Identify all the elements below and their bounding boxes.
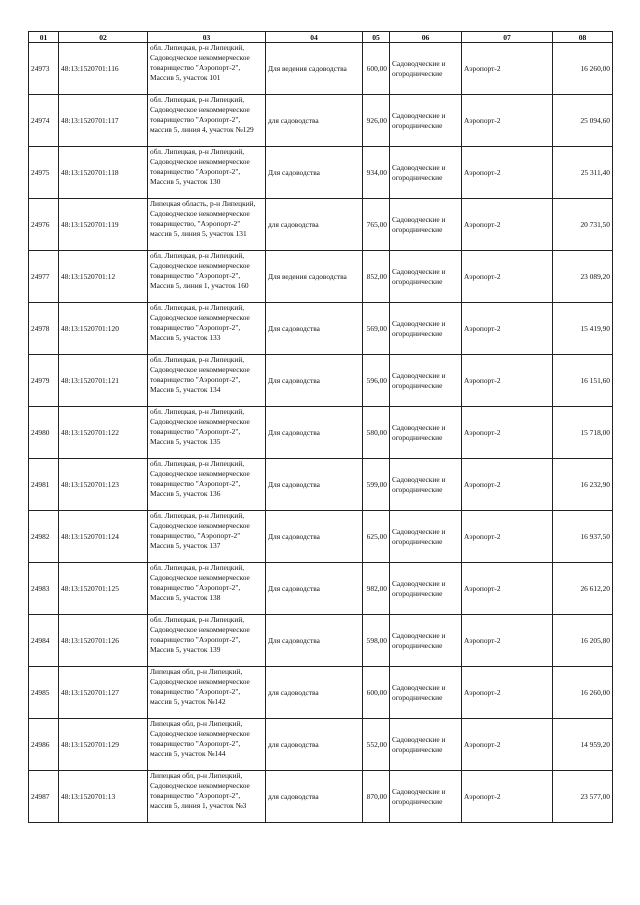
address-text: обл. Липецкая, р-н Липецкий, Садоводческое некоммерческое товарищество "Аэропорт-2", Массив 5, участок 138: [150, 563, 250, 602]
land-category-cell: Садоводческие и огороднические: [390, 615, 462, 667]
table-row: [29, 615, 613, 667]
record-number-cell: 24979: [29, 355, 59, 407]
land-category-cell: Садоводческие и огороднические: [390, 95, 462, 147]
address-text: обл. Липецкая, р-н Липецкий, Садоводческое некоммерческое товарищество "Аэропорт-2", Массив 5, участок 133: [150, 303, 250, 342]
land-plots-table: [28, 31, 613, 823]
area-cell: 580,00: [363, 407, 390, 459]
permitted-use-cell: для садоводства: [266, 771, 363, 823]
cadastral-number-cell: 48:13:1520701:129: [59, 719, 148, 771]
land-category-cell: Садоводческие и огороднические: [390, 303, 462, 355]
cadastral-number-cell: 48:13:1520701:126: [59, 615, 148, 667]
registry-sheet: [28, 31, 612, 823]
area-cell: 552,00: [363, 719, 390, 771]
cadastral-value-cell: 16 260,00: [553, 667, 613, 719]
area-cell: 600,00: [363, 667, 390, 719]
cadastral-number-cell: 48:13:1520701:120: [59, 303, 148, 355]
address-text: Липецкая область, р-н Липецкий, Садоводческое некоммерческое товарищество, "Аэропорт-2" массив 5, линия 5, участок 131: [150, 199, 256, 238]
record-number-cell: 24984: [29, 615, 59, 667]
land-category-cell: Садоводческие и огороднические: [390, 43, 462, 95]
area-cell: 600,00: [363, 43, 390, 95]
column-header: 01: [29, 32, 59, 43]
cadastral-value-cell: 14 959,20: [553, 719, 613, 771]
permitted-use-cell: Для садоводства: [266, 147, 363, 199]
permitted-use-cell: Для ведения садоводства: [266, 43, 363, 95]
record-number-cell: 24987: [29, 771, 59, 823]
table-row: [29, 303, 613, 355]
column-header: 06: [390, 32, 462, 43]
column-header: 07: [462, 32, 553, 43]
zone-cell: Аэропорт-2: [462, 407, 553, 459]
address-cell: [148, 355, 266, 407]
cadastral-number-cell: 48:13:1520701:123: [59, 459, 148, 511]
address-text: обл. Липецкая, р-н Липецкий, Садоводческое некоммерческое товарищество "Аэропорт-2", Массив 5, участок 135: [150, 407, 250, 446]
address-cell: [148, 511, 266, 563]
area-cell: 569,00: [363, 303, 390, 355]
zone-cell: Аэропорт-2: [462, 303, 553, 355]
record-number-cell: 24985: [29, 667, 59, 719]
table-row: [29, 667, 613, 719]
cadastral-number-cell: 48:13:1520701:117: [59, 95, 148, 147]
table-body: [29, 43, 613, 823]
permitted-use-cell: для садоводства: [266, 667, 363, 719]
zone-cell: Аэропорт-2: [462, 719, 553, 771]
land-category-cell: Садоводческие и огороднические: [390, 251, 462, 303]
zone-cell: Аэропорт-2: [462, 511, 553, 563]
table-row: [29, 43, 613, 95]
permitted-use-cell: Для садоводства: [266, 355, 363, 407]
cadastral-value-cell: 16 260,00: [553, 43, 613, 95]
record-number-cell: 24974: [29, 95, 59, 147]
cadastral-number-cell: 48:13:1520701:121: [59, 355, 148, 407]
land-category-cell: Садоводческие и огороднические: [390, 771, 462, 823]
cadastral-value-cell: 25 311,40: [553, 147, 613, 199]
cadastral-value-cell: 25 094,60: [553, 95, 613, 147]
table-row: [29, 251, 613, 303]
cadastral-number-cell: 48:13:1520701:124: [59, 511, 148, 563]
cadastral-number-cell: 48:13:1520701:116: [59, 43, 148, 95]
permitted-use-cell: Для садоводства: [266, 303, 363, 355]
cadastral-number-cell: 48:13:1520701:119: [59, 199, 148, 251]
cadastral-value-cell: 16 205,80: [553, 615, 613, 667]
address-text: обл. Липецкая, р-н Липецкий, Садоводческое некоммерческое товарищество "Аэропорт-2", Массив 5, участок 134: [150, 355, 250, 394]
address-cell: [148, 95, 266, 147]
area-cell: 934,00: [363, 147, 390, 199]
address-text: Липецкая обл, р-н Липецкий, Садоводческое некоммерческое товарищество "Аэропорт-2", массив 5, участок №144: [150, 719, 250, 758]
address-cell: [148, 251, 266, 303]
address-cell: [148, 771, 266, 823]
address-cell: [148, 719, 266, 771]
address-cell: [148, 303, 266, 355]
land-category-cell: Садоводческие и огороднические: [390, 407, 462, 459]
table-row: [29, 147, 613, 199]
address-text: обл. Липецкая, р-н Липецкий, Садоводческое некоммерческое товарищество "Аэропорт-2", Массив 5, участок 139: [150, 615, 250, 654]
address-text: обл. Липецкая, р-н Липецкий, Садоводческое некоммерческое товарищество, "Аэропорт-2" Массив 5, участок 137: [150, 511, 250, 550]
address-cell: [148, 459, 266, 511]
land-category-cell: Садоводческие и огороднические: [390, 355, 462, 407]
permitted-use-cell: для садоводства: [266, 719, 363, 771]
area-cell: 852,00: [363, 251, 390, 303]
record-number-cell: 24977: [29, 251, 59, 303]
zone-cell: Аэропорт-2: [462, 251, 553, 303]
cadastral-value-cell: 26 612,20: [553, 563, 613, 615]
zone-cell: Аэропорт-2: [462, 355, 553, 407]
cadastral-value-cell: 23 577,00: [553, 771, 613, 823]
land-category-cell: Садоводческие и огороднические: [390, 511, 462, 563]
table-row: [29, 407, 613, 459]
table-row: [29, 355, 613, 407]
table-row: [29, 771, 613, 823]
cadastral-value-cell: 16 937,50: [553, 511, 613, 563]
permitted-use-cell: Для садоводства: [266, 615, 363, 667]
address-text: Липецкая обл, р-н Липецкий, Садоводческое некоммерческое товарищество "Аэропорт-2", массив 5, линия 1, участок №3: [150, 771, 250, 810]
land-category-cell: Садоводческие и огороднические: [390, 719, 462, 771]
permitted-use-cell: Для садоводства: [266, 563, 363, 615]
permitted-use-cell: Для садоводства: [266, 407, 363, 459]
area-cell: 982,00: [363, 563, 390, 615]
table-header-row: [29, 32, 613, 43]
record-number-cell: 24981: [29, 459, 59, 511]
record-number-cell: 24986: [29, 719, 59, 771]
area-cell: 599,00: [363, 459, 390, 511]
cadastral-value-cell: 16 232,90: [553, 459, 613, 511]
table-row: [29, 719, 613, 771]
cadastral-value-cell: 16 151,60: [553, 355, 613, 407]
permitted-use-cell: для садоводства: [266, 199, 363, 251]
column-header: 08: [553, 32, 613, 43]
permitted-use-cell: Для садоводства: [266, 459, 363, 511]
zone-cell: Аэропорт-2: [462, 95, 553, 147]
address-text: обл. Липецкая, р-н Липецкий, Садоводческое некоммерческое товарищество "Аэропорт-2", Массив 5, участок 101: [150, 43, 250, 82]
address-cell: [148, 199, 266, 251]
zone-cell: Аэропорт-2: [462, 43, 553, 95]
zone-cell: Аэропорт-2: [462, 771, 553, 823]
record-number-cell: 24978: [29, 303, 59, 355]
land-category-cell: Садоводческие и огороднические: [390, 147, 462, 199]
table-row: [29, 199, 613, 251]
permitted-use-cell: Для садоводства: [266, 511, 363, 563]
column-header: 03: [148, 32, 266, 43]
cadastral-number-cell: 48:13:1520701:118: [59, 147, 148, 199]
address-cell: [148, 407, 266, 459]
land-category-cell: Садоводческие и огороднические: [390, 563, 462, 615]
zone-cell: Аэропорт-2: [462, 147, 553, 199]
address-cell: [148, 43, 266, 95]
record-number-cell: 24973: [29, 43, 59, 95]
cadastral-value-cell: 15 419,90: [553, 303, 613, 355]
zone-cell: Аэропорт-2: [462, 563, 553, 615]
zone-cell: Аэропорт-2: [462, 199, 553, 251]
area-cell: 870,00: [363, 771, 390, 823]
cadastral-number-cell: 48:13:1520701:13: [59, 771, 148, 823]
record-number-cell: 24980: [29, 407, 59, 459]
table-row: [29, 511, 613, 563]
address-text: обл. Липецкая, р-н Липецкий, Садоводческое некоммерческое товарищество "Аэропорт-2", Массив 5, участок 130: [150, 147, 250, 186]
table-row: [29, 459, 613, 511]
area-cell: 765,00: [363, 199, 390, 251]
area-cell: 598,00: [363, 615, 390, 667]
record-number-cell: 24976: [29, 199, 59, 251]
cadastral-value-cell: 23 089,20: [553, 251, 613, 303]
cadastral-number-cell: 48:13:1520701:125: [59, 563, 148, 615]
permitted-use-cell: Для ведения садоводства: [266, 251, 363, 303]
record-number-cell: 24983: [29, 563, 59, 615]
cadastral-value-cell: 15 718,00: [553, 407, 613, 459]
address-text: обл. Липецкая, р-н Липецкий, Садоводческое некоммерческое товарищество "Аэропорт-2", массив 5, линия 4, участок №129: [150, 95, 254, 134]
address-cell: [148, 615, 266, 667]
record-number-cell: 24975: [29, 147, 59, 199]
cadastral-number-cell: 48:13:1520701:122: [59, 407, 148, 459]
record-number-cell: 24982: [29, 511, 59, 563]
column-header: 02: [59, 32, 148, 43]
land-category-cell: Садоводческие и огороднические: [390, 459, 462, 511]
address-text: обл. Липецкая, р-н Липецкий, Садоводческое некоммерческое товарищество "Аэропорт-2", Массив 5, участок 136: [150, 459, 250, 498]
area-cell: 625,00: [363, 511, 390, 563]
column-header: 04: [266, 32, 363, 43]
zone-cell: Аэропорт-2: [462, 459, 553, 511]
column-header: 05: [363, 32, 390, 43]
table-row: [29, 563, 613, 615]
zone-cell: Аэропорт-2: [462, 667, 553, 719]
cadastral-number-cell: 48:13:1520701:12: [59, 251, 148, 303]
land-category-cell: Садоводческие и огороднические: [390, 667, 462, 719]
address-cell: [148, 147, 266, 199]
zone-cell: Аэропорт-2: [462, 615, 553, 667]
area-cell: 596,00: [363, 355, 390, 407]
cadastral-number-cell: 48:13:1520701:127: [59, 667, 148, 719]
table-row: [29, 95, 613, 147]
address-text: обл. Липецкая, р-н Липецкий, Садоводческое некоммерческое товарищество "Аэропорт-2", Массив 5, линия 1, участок 160: [150, 251, 250, 290]
permitted-use-cell: для садоводства: [266, 95, 363, 147]
address-cell: [148, 563, 266, 615]
area-cell: 926,00: [363, 95, 390, 147]
address-text: Липецкая обл, р-н Липецкий, Садоводческое некоммерческое товарищество "Аэропорт-2", массив 5, участок №142: [150, 667, 250, 706]
land-category-cell: Садоводческие и огороднические: [390, 199, 462, 251]
cadastral-value-cell: 20 731,50: [553, 199, 613, 251]
address-cell: [148, 667, 266, 719]
